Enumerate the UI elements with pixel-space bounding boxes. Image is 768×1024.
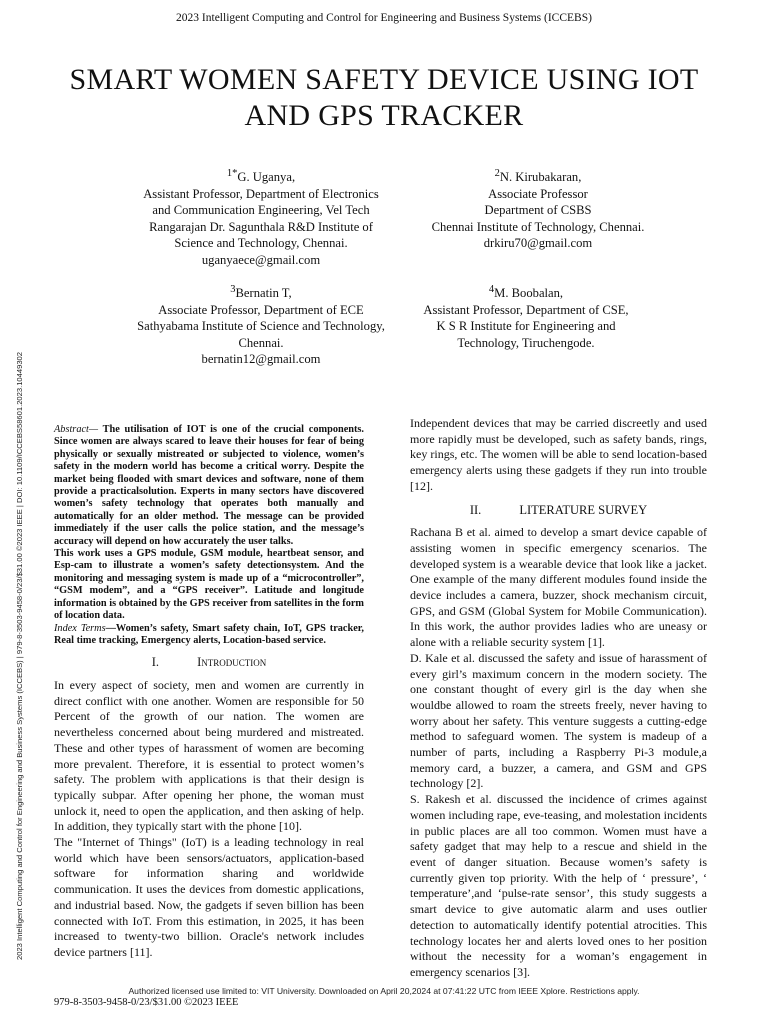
section-title: Introduction xyxy=(197,655,267,670)
author-affiliation: Associate Professor xyxy=(488,186,588,201)
index-terms-text: —Women’s safety, Smart safety chain, IoT, GPS tracker, Real time tracking, Emergency alerts, Location-based service. xyxy=(54,622,364,646)
abstract-paragraph-2: This work uses a GPS module, GSM module, heartbeat sensor, and Esp-cam to illustrate a women’s safety detectionsystem. And the monitoring and messaging system is made up of a “microcontroller”, “GSM modem”, and a “GPS receiver”. Latitude and longitude information is obtained by the GPS receiver from satellites in the form of location data. xyxy=(54,548,364,622)
author-affiliation: Department of CSBS xyxy=(484,203,592,218)
section-heading-introduction xyxy=(54,655,364,671)
paragraph: Rachana B et al. aimed to develop a smart device capable of assisting women in specific emergency scenarios. The developed system is a wearable device that look like a jacket. One example of the many different modules found inside the device includes a camera, buzzer, shock mechanism circuit, GPS, and GSM (Global System for Mobile Communication). In this work, the author provides ladies who are uneasy or alone with a reliable security system [1]. xyxy=(410,525,707,650)
author-affiliation: Chennai. xyxy=(238,335,284,350)
index-terms-lead: Index Terms xyxy=(54,622,106,634)
author-affiliation: and Communication Engineering, Vel Tech xyxy=(152,203,370,218)
author-name: N. Kirubakaran, xyxy=(499,170,582,185)
paragraph: The "Internet of Things" (IoT) is a leading technology in real world which have been sensors/actuators, application-based software for information sharing and worldwide communication. It uses the devices from domestic applications, and industrial based. Now, the gadgets if seven billion has been connected with IoT. From this estimation, in 2025, it has been increased to twenty-two billion. Oracle's network includes device partners [11]. xyxy=(54,835,364,959)
section-heading-literature-survey xyxy=(410,503,707,519)
side-doi-banner: 2023 Intelligent Computing and Control for Engineering and Business Systems (ICCEBS) | 979-8-3503-9458-0/23/$31.00 ©2023 IEEE | DOI: 10.1109/ICCEBS58601.2023.10449302 xyxy=(15,351,24,960)
abstract-lead: Abstract— xyxy=(54,424,99,435)
author-marker: 3 xyxy=(230,284,236,295)
author-email[interactable]: uganyaece@gmail.com xyxy=(201,252,321,267)
author-affiliation: Technology, Tiruchengode. xyxy=(457,335,595,350)
author-affiliation: Sathyabama Institute of Science and Technology, xyxy=(137,319,385,334)
author-affiliation: Associate Professor, Department of ECE xyxy=(158,302,364,317)
author-affiliation: Assistant Professor, Department of Electronics xyxy=(143,186,379,201)
author-affiliation: Assistant Professor, Department of CSE, xyxy=(423,302,629,317)
conference-header: 2023 Intelligent Computing and Control for Engineering and Business Systems (ICCEBS) xyxy=(176,12,592,24)
title-line-2: AND GPS TRACKER xyxy=(244,99,524,132)
paragraph: S. Rakesh et al. discussed the incidence of crimes against women including rape, eve-teasing, and molestation incidents in public places are all too common. Women must have a safety gadget that may help to a rescue and shield in the event of danger situation. Because women’s safety is currently given top priority. With the help of ‘ pressure’, ‘ temperature’,and ‘pulse-rate sensor’, this study suggests a smart device to give automatic alarm and uses outlier detection to automatically identify potential atrocities. This technology locates her and alerts loved ones to her position without the necessity for a woman’s engagement in emergency scenarios [3]. xyxy=(410,792,707,979)
author-email[interactable]: drkiru70@gmail.com xyxy=(483,236,593,251)
title-line-1: SMART WOMEN SAFETY DEVICE USING IOT xyxy=(69,63,699,96)
author-name: Bernatin T, xyxy=(235,286,292,301)
paragraph: In every aspect of society, men and women are currently in direct conflict with one another. Women are responsible for 50 Percent of the growth of our nation. The women are nevertheless concerned about being murdered and mistreated. These and other types of harassment of women are becoming more prevalent. Therefore, it is essential to protect women’s safety. The problem with applications is that their design is typically subpar. After opening her phone, the woman must unlock it, need to open the application, and then asking of help. In addition, they typically start with the phone [10]. xyxy=(54,678,364,834)
section-number: II. xyxy=(469,502,482,517)
author-affiliation: Science and Technology, Chennai. xyxy=(174,236,348,251)
license-notice: Authorized licensed use limited to: VIT University. Downloaded on April 20,2024 at 07:41:22 UTC from IEEE Xplore. Restrictions apply. xyxy=(128,986,640,996)
author-marker: 4 xyxy=(488,284,495,295)
section-number: I. xyxy=(151,655,160,670)
paper-title xyxy=(40,62,728,134)
section-title: LITERATURE SURVEY xyxy=(519,502,648,517)
author-block-4 xyxy=(376,282,676,351)
author-marker: 1* xyxy=(226,168,238,179)
abstract xyxy=(54,424,364,548)
author-marker: 2 xyxy=(494,168,500,179)
author-email[interactable]: bernatin12@gmail.com xyxy=(201,352,321,367)
author-name: G. Uganya, xyxy=(237,170,296,185)
author-block-2 xyxy=(388,166,688,252)
author-affiliation: K S R Institute for Engineering and xyxy=(436,319,616,334)
index-terms xyxy=(54,623,364,648)
abstract-text: The utilisation of IOT is one of the crucial components. Since women are always scared to leave their houses for fear of being physically or sexually mistreated or subjected to violence, women’s safety in the modern world has become a critical worry. Despite the market being flooded with smart devices and software, none of them provide a practicalsolution. Experts in many sectors have discovered women’s safety technology that operates both manually and automatically for an older method. The message can be provided immediately if the user calls the police station, and the message’s accuracy will depend on how accurately the user talks. xyxy=(54,424,364,547)
author-affiliation: Chennai Institute of Technology, Chennai. xyxy=(431,219,645,234)
author-affiliation: Rangarajan Dr. Sagunthala R&D Institute of xyxy=(149,219,373,234)
right-column xyxy=(410,416,707,981)
copyright-line: 979-8-3503-9458-0/23/$31.00 ©2023 IEEE xyxy=(54,997,239,1008)
paragraph: Independent devices that may be carried discreetly and used more rapidly must be developed, such as safety bands, rings, key rings, etc. The women will be able to send location-based emergency alerts using these gadgets if they run into trouble [12]. xyxy=(410,416,707,493)
paragraph: D. Kale et al. discussed the safety and issue of harassment of every girl’s maximum concern in the modern society. The one constant thought of every girl is the day when she wouldbe allowed to roam the streets freely, never having to worry about her safety. This venture suggests a cutting-edge method to safeguard women. The system is madeup of a number of parts, including a Raspberry Pi-3 module,a memory card, a buzzer, a camera, and GSM and GPS technology [2]. xyxy=(410,650,707,791)
author-name: M. Boobalan, xyxy=(494,286,564,301)
author-block-1 xyxy=(96,166,426,268)
left-column xyxy=(54,424,364,961)
